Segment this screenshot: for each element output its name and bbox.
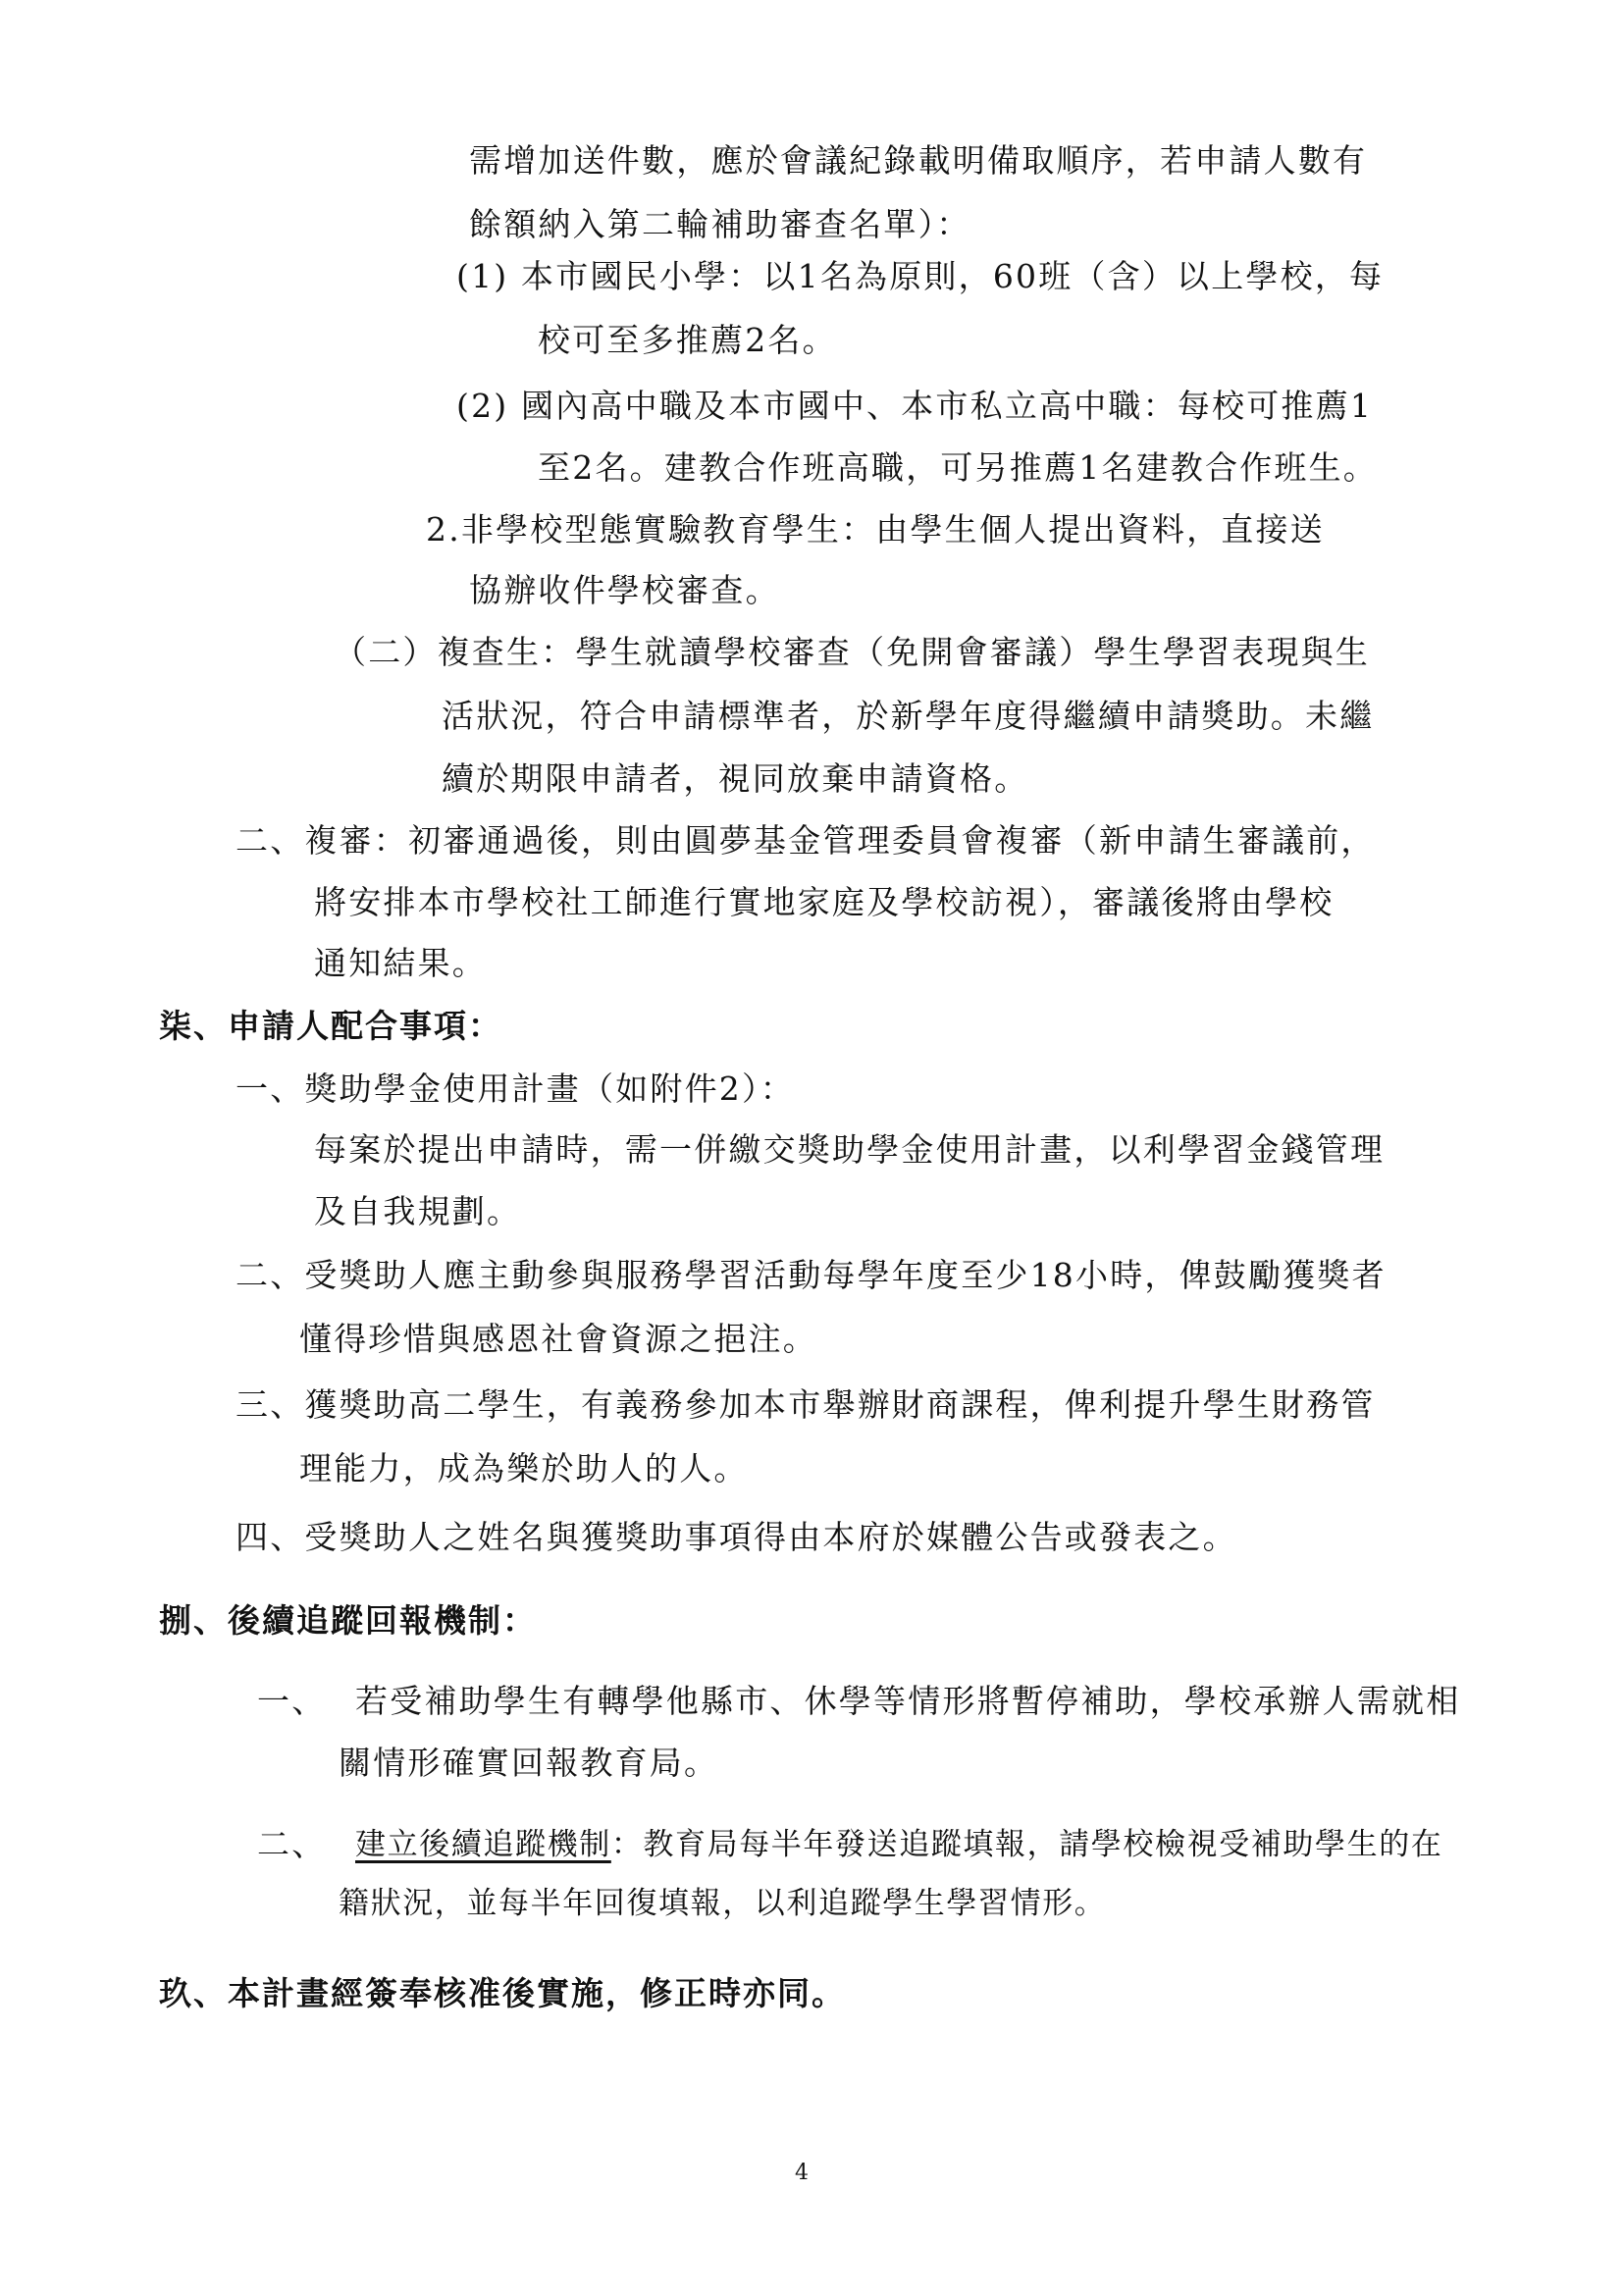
- text-line: 若受補助學生有轉學他縣市、休學等情形將暫停補助，學校承辦人需就相: [355, 1682, 1461, 1720]
- text-line: 二、複審：初審通過後，則由圓夢基金管理委員會複審（新申請生審議前，: [236, 821, 1376, 860]
- text-line: 至2名。建教合作班高職，可另推薦1名建教合作班生。: [538, 448, 1378, 487]
- text-line: 理能力，成為樂於助人的人。: [299, 1449, 749, 1487]
- text-line: 需增加送件數，應於會議紀錄載明備取順序，若申請人數有: [469, 141, 1368, 180]
- text-line: [355, 1823, 1442, 1866]
- text-line: 每案於提出申請時，需一併繳交獎助學金使用計畫，以利學習金錢管理: [314, 1130, 1386, 1169]
- text-line: 二、受獎助人應主動參與服務學習活動每學年度至少18小時，俾鼓勵獲獎者: [236, 1256, 1387, 1294]
- list-number: 二、: [257, 1825, 327, 1863]
- section-heading: 捌、後續追蹤回報機制：: [159, 1601, 537, 1640]
- text-line: 校可至多推薦2名。: [538, 321, 837, 359]
- text-line: (1) 本市國民小學：以1名為原則，60班（含）以上學校，每: [456, 257, 1385, 295]
- text-line: 2.非學校型態實驗教育學生：由學生個人提出資料，直接送: [426, 510, 1325, 548]
- text-line: 餘額納入第二輪補助審查名單）：: [469, 205, 971, 243]
- text-line: 懂得珍惜與感恩社會資源之挹注。: [299, 1320, 817, 1358]
- text-line: 關情形確實回報教育局。: [339, 1744, 719, 1782]
- text-line: (2) 國內高中職及本市國中、本市私立高中職：每校可推薦1: [456, 387, 1374, 425]
- text-line: 續於期限申請者，視同放棄申請資格。: [442, 759, 1029, 798]
- text-line: 一、獎助學金使用計畫（如附件2）：: [236, 1069, 795, 1108]
- text-line: 通知結果。: [314, 944, 487, 982]
- section-heading: 柒、申請人配合事項：: [159, 1007, 502, 1045]
- text-fragment: ：教育局每半年發送追蹤填報，請學校檢視受補助學生的在: [610, 1827, 1443, 1862]
- page-number: 4: [795, 2161, 809, 2185]
- list-number: 一、: [257, 1682, 327, 1720]
- text-line: 及自我規劃。: [314, 1192, 522, 1230]
- text-line: 四、受獎助人之姓名與獲獎助事項得由本府於媒體公告或發表之。: [236, 1518, 1237, 1556]
- text-line: （二）複查生：學生就讀學校審查（免開會審議）學生學習表現與生: [334, 633, 1370, 671]
- text-line: 三、獲獎助高二學生，有義務參加本市舉辦財商課程，俾利提升學生財務管: [236, 1385, 1376, 1424]
- text-line: 將安排本市學校社工師進行實地家庭及學校訪視），審議後將由學校: [314, 883, 1335, 921]
- text-line: 活狀況，符合申請標準者，於新學年度得繼續申請獎助。未繼: [442, 697, 1375, 735]
- underlined-term: 建立後續追蹤機制: [355, 1827, 611, 1862]
- text-line: 籍狀況，並每半年回復填報，以利追蹤學生學習情形。: [339, 1886, 1107, 1921]
- text-line: 協辦收件學校審查。: [469, 571, 780, 609]
- section-heading: 玖、本計畫經簽奉核准後實施，修正時亦同。: [159, 1974, 846, 2012]
